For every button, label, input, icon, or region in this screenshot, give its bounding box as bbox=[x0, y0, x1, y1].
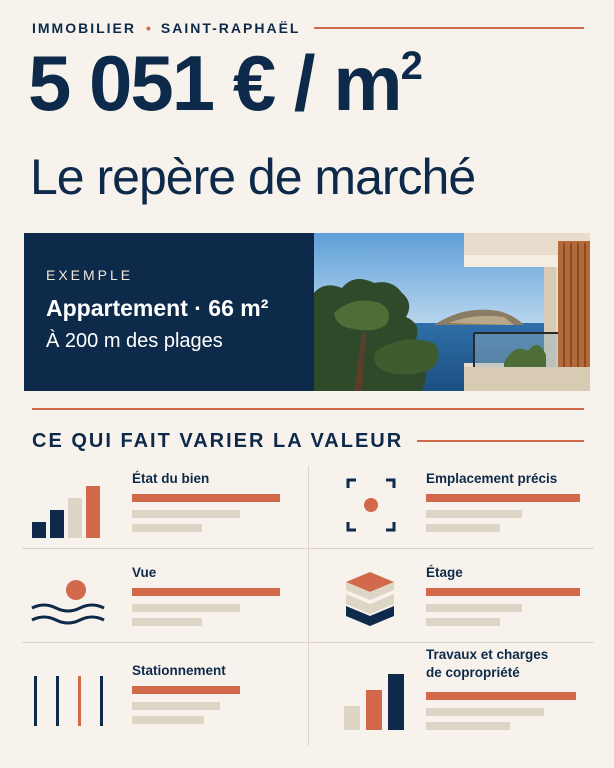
factor-bar bbox=[426, 524, 500, 532]
factor-bar bbox=[132, 618, 202, 626]
example-label: EXEMPLE bbox=[46, 267, 134, 283]
factor-etage bbox=[318, 554, 604, 642]
factor-bar bbox=[426, 494, 580, 502]
price-per-m2 bbox=[28, 39, 588, 127]
factor-vue bbox=[22, 554, 308, 642]
price-superscript: 2 bbox=[400, 44, 421, 88]
factor-bar bbox=[132, 524, 202, 532]
cost-bars-icon bbox=[326, 662, 406, 732]
factor-bar bbox=[426, 708, 544, 716]
example-panel bbox=[24, 233, 314, 391]
location-target-icon bbox=[326, 470, 406, 540]
factor-bar bbox=[132, 686, 240, 694]
factor-name: Étage bbox=[426, 565, 463, 580]
factor-bar bbox=[132, 510, 240, 518]
factor-name: Stationnement bbox=[132, 663, 226, 678]
example-card bbox=[24, 233, 590, 391]
header-kicker bbox=[32, 18, 584, 38]
factor-name: Vue bbox=[132, 565, 157, 580]
sea-view-icon bbox=[30, 564, 110, 634]
factor-bar bbox=[426, 722, 510, 730]
factors-grid bbox=[22, 460, 594, 752]
header-rule bbox=[314, 27, 584, 29]
stacked-floors-icon bbox=[326, 564, 406, 634]
factor-bar bbox=[426, 510, 522, 518]
grid-column-divider bbox=[308, 466, 309, 746]
section-heading bbox=[32, 428, 584, 454]
page-subtitle: Le repère de marché bbox=[30, 149, 476, 205]
seaside-apartment-photo bbox=[314, 233, 590, 391]
factor-bar bbox=[426, 618, 500, 626]
factor-etat-du-bien bbox=[22, 460, 308, 548]
factor-bar bbox=[132, 716, 204, 724]
factor-stationnement bbox=[22, 652, 308, 740]
section-title-text: CE QUI FAIT VARIER LA VALEUR bbox=[32, 429, 404, 452]
example-title: Appartement · 66 m² bbox=[46, 295, 269, 321]
factor-bar bbox=[132, 702, 220, 710]
factor-bar bbox=[132, 588, 280, 596]
factor-bar bbox=[132, 494, 280, 502]
factor-bar bbox=[426, 588, 580, 596]
factor-name: État du bien bbox=[132, 471, 210, 486]
factor-name-line2: de copropriété bbox=[426, 664, 520, 680]
kicker-city: SAINT-RAPHAËL bbox=[160, 20, 301, 36]
kicker-separator: • bbox=[146, 20, 151, 36]
kicker-category: IMMOBILIER bbox=[32, 20, 136, 36]
factor-name-line1: Travaux et charges bbox=[426, 647, 549, 662]
factor-name: Emplacement précis bbox=[426, 471, 558, 486]
factor-travaux-charges bbox=[318, 647, 604, 740]
parking-lines-icon bbox=[30, 662, 110, 732]
price-value: 5 051 € / m bbox=[28, 39, 401, 127]
factor-bar bbox=[132, 604, 240, 612]
factor-emplacement-precis bbox=[318, 460, 604, 548]
factor-bar bbox=[426, 604, 522, 612]
section-rule bbox=[417, 440, 584, 442]
factor-bar bbox=[426, 692, 576, 700]
example-description: À 200 m des plages bbox=[46, 330, 223, 352]
bar-chart-icon bbox=[30, 470, 110, 540]
factor-name bbox=[426, 646, 548, 681]
section-divider bbox=[32, 408, 584, 410]
